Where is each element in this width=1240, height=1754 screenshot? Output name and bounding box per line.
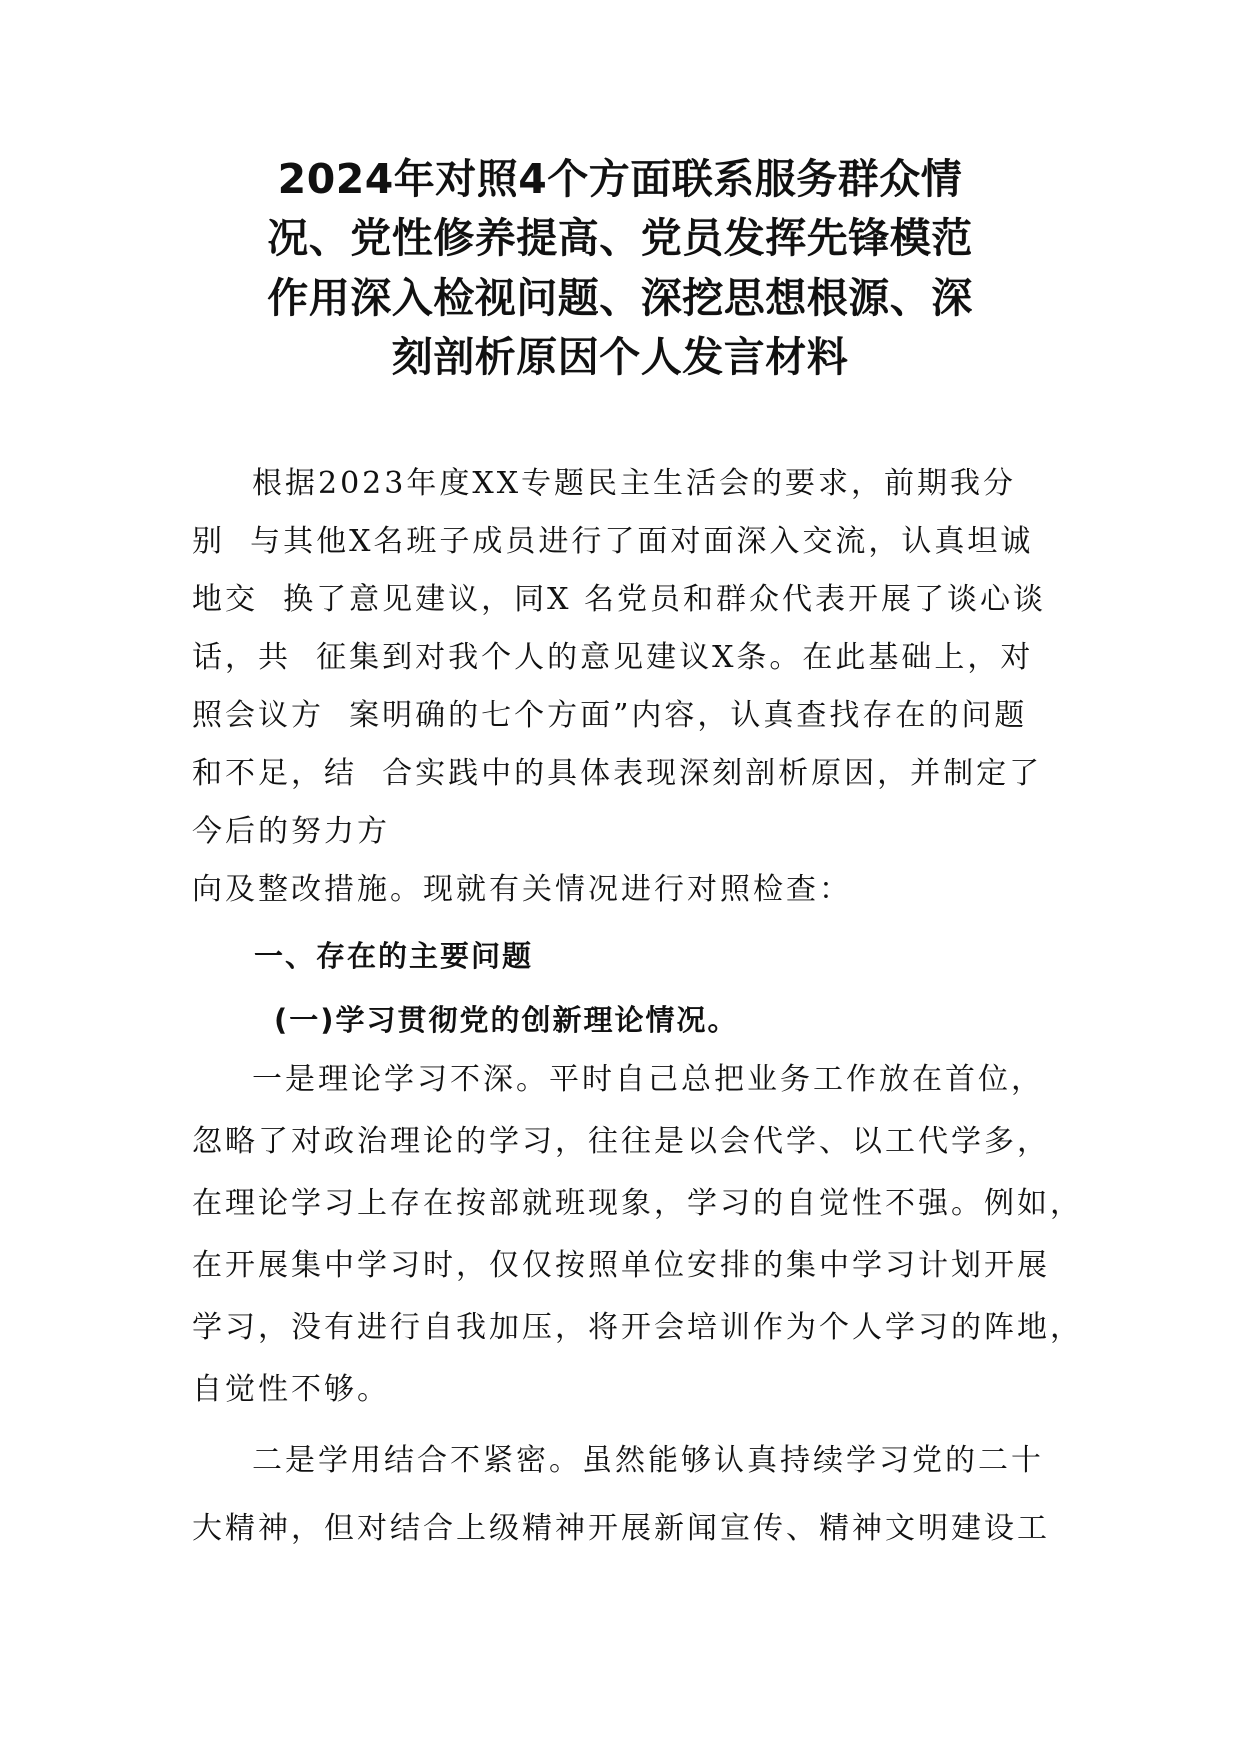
document-title — [185, 150, 1055, 388]
title-line: 作用深入检视问题、深挖思想根源、深 — [267, 273, 973, 322]
paragraph-theory-study — [192, 1049, 1083, 1421]
text-line: 别 与其他X名班子成员进行了面对面深入交流，认真坦诚 — [192, 524, 1034, 559]
text-line: 在开展集中学习时，仅仅按照单位安排的集中学习计划开展 — [192, 1248, 1050, 1283]
text-line: 地交 换了意见建议，同X 名党员和群众代表开展了谈心谈 — [192, 582, 1046, 617]
text-line: 向及整改措施。现就有关情况进行对照检查： — [192, 872, 852, 907]
text-line: 和不足，结 合实践中的具体表现深刻剖析原因，并制定了 — [192, 756, 1043, 791]
text-line: 今后的努力方 — [192, 814, 390, 849]
title-line: 况、党性修养提高、党员发挥先锋模范 — [267, 214, 973, 263]
title-line: 2024年对照4个方面联系服务群众情 — [277, 155, 963, 203]
document-body — [192, 455, 1083, 1563]
section-heading: 一、存在的主要问题 — [254, 939, 534, 973]
subsection-heading: (一)学习贯彻党的创新理论情况。 — [274, 1003, 739, 1037]
title-line: 刻剖析原因个人发言材料 — [391, 333, 849, 382]
intro-paragraph — [192, 455, 1062, 919]
text-line: 大精神，但对结合上级精神开展新闻宣传、精神文明建设工 — [192, 1511, 1050, 1546]
text-line: 学习，没有进行自我加压，将开会培训作为个人学习的阵地， — [192, 1310, 1083, 1345]
text-line: 话，共 征集到对我个人的意见建议X条。在此基础上，对 — [192, 640, 1034, 675]
text-line: 在理论学习上存在按部就班现象，学习的自觉性不强。例如， — [192, 1186, 1083, 1221]
text-line: 忽略了对政治理论的学习，往往是以会代学、以工代学多， — [192, 1124, 1050, 1159]
text-line: 二是学用结合不紧密。虽然能够认真持续学习党的二十 — [252, 1443, 1044, 1478]
text-line: 根据2023年度XX专题民主生活会的要求，前期我分 — [252, 466, 1017, 501]
text-line: 自觉性不够。 — [192, 1372, 390, 1407]
text-line: 照会议方 案明确的七个方面”内容，认真查找存在的问题 — [192, 698, 1028, 733]
text-line: 一是理论学习不深。平时自己总把业务工作放在首位， — [252, 1062, 1044, 1097]
paragraph-study-application — [192, 1427, 1062, 1563]
